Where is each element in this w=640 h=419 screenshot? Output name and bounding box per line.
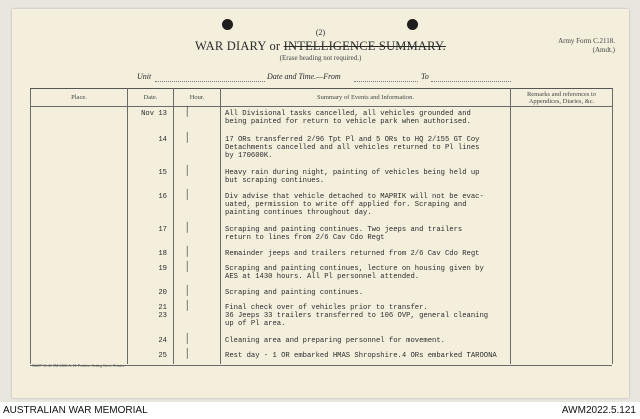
table-row	[31, 334, 613, 349]
army-form-label	[558, 37, 615, 55]
date-cell: Nov 13	[128, 107, 174, 133]
summary-cell: Cleaning area and preparing personnel for movement.	[221, 334, 511, 349]
remarks-cell	[511, 301, 613, 334]
place-cell	[31, 190, 128, 223]
place-cell	[31, 301, 128, 334]
hour-cell	[174, 223, 221, 247]
tick-mark: │	[184, 221, 191, 232]
page-number: (2)	[315, 28, 326, 37]
summary-cell: 17 ORs transferred 2/96 Tpt Pl and 5 ORs to HQ 2/155 GT Coy Detachments cancelled and all vehicles returned to Pl lines by 170600K.	[221, 133, 511, 166]
place-cell	[31, 262, 128, 286]
to-label: To	[421, 72, 429, 81]
date-cell: 16	[128, 190, 174, 223]
hour-cell	[174, 166, 221, 190]
date-cell: 25	[128, 349, 174, 364]
table-row	[31, 166, 613, 190]
table-row	[31, 247, 613, 262]
col-summary: Summary of Events and Information.	[221, 89, 511, 107]
tick-mark: │	[184, 284, 191, 295]
remarks-cell	[511, 107, 613, 133]
remarks-cell	[511, 349, 613, 364]
diary-table	[30, 88, 613, 364]
col-remarks: Remarks and references to Appendices, Diaries, &c.	[511, 89, 613, 107]
summary-cell: Rest day - 1 OR embarked HMAS Shropshire.4 ORs embarked TAROONA	[221, 349, 511, 364]
summary-cell: Scraping and painting continues.	[221, 286, 511, 301]
archive-name: AUSTRALIAN WAR MEMORIAL	[3, 405, 148, 416]
remarks-cell	[511, 247, 613, 262]
date-cell: 21 23	[128, 301, 174, 334]
army-form-number: Army Form C.2118.	[558, 37, 615, 45]
unit-label: Unit	[137, 72, 152, 81]
hour-cell	[174, 349, 221, 364]
diary-body	[31, 107, 613, 364]
table-row	[31, 107, 613, 133]
tick-mark: │	[184, 347, 191, 358]
table-row	[31, 349, 613, 364]
date-cell: 15	[128, 166, 174, 190]
hour-cell	[174, 190, 221, 223]
archive-accession: AWM2022.5.121	[561, 405, 636, 416]
tick-mark: │	[184, 260, 191, 271]
table-row	[31, 190, 613, 223]
remarks-cell	[511, 334, 613, 349]
remarks-cell	[511, 262, 613, 286]
date-cell: 19	[128, 262, 174, 286]
place-cell	[31, 223, 128, 247]
tick-mark: │	[184, 164, 191, 175]
date-cell: 20	[128, 286, 174, 301]
col-place: Place.	[31, 89, 128, 107]
remarks-cell	[511, 133, 613, 166]
table-row	[31, 223, 613, 247]
page-title	[12, 39, 629, 54]
archive-footer	[0, 402, 640, 419]
remarks-cell	[511, 190, 613, 223]
place-cell	[31, 349, 128, 364]
place-cell	[31, 166, 128, 190]
hour-cell	[174, 107, 221, 133]
hour-cell	[174, 133, 221, 166]
summary-cell: All Divisional tasks cancelled, all vehicles grounded and being painted for return to vehicle park when authorised.	[221, 107, 511, 133]
title-prefix: WAR DIARY or	[195, 39, 281, 53]
date-cell: 14	[128, 133, 174, 166]
col-hour: Hour.	[174, 89, 221, 107]
place-cell	[31, 247, 128, 262]
tick-mark: │	[184, 332, 191, 343]
summary-cell: Div advise that vehicle detached to MAPRIK will not be evac- uated, permission to write off applied for. Scraping and painting continues throughout day.	[221, 190, 511, 223]
to-line	[431, 81, 511, 82]
hour-cell	[174, 301, 221, 334]
tick-mark: │	[184, 106, 191, 116]
remarks-cell	[511, 166, 613, 190]
title-note: (Erase heading not required.)	[279, 54, 362, 62]
date-time-label: Date and Time.—From	[267, 72, 341, 81]
summary-cell: Heavy rain during night, painting of vehicles being held up but scraping continues.	[221, 166, 511, 190]
tick-mark: │	[184, 245, 191, 256]
unit-line	[155, 81, 265, 82]
summary-cell: Remainder jeeps and trailers returned from 2/6 Cav Cdo Regt	[221, 247, 511, 262]
table-row	[31, 286, 613, 301]
table-row	[31, 301, 613, 334]
summary-cell: Scraping and painting continues. Two jeeps and trailers return to lines from 2/6 Cav Cdo Regt	[221, 223, 511, 247]
table-header-row	[31, 89, 613, 107]
from-line	[354, 81, 418, 82]
remarks-cell	[511, 223, 613, 247]
hour-cell	[174, 286, 221, 301]
place-cell	[31, 107, 128, 133]
hour-cell	[174, 262, 221, 286]
summary-cell: Final check over of vehicles prior to transfer. 36 Jeeps 33 trailers transferred to 106 OVP, general cleaning up of Pl area.	[221, 301, 511, 334]
hour-cell	[174, 334, 221, 349]
place-cell	[31, 133, 128, 166]
tick-mark: │	[184, 131, 191, 142]
printer-imprint: 56237 11.41 5M 6386 A. H. Pettifer, Acting Govt. Printer.	[32, 363, 125, 368]
table-row	[31, 262, 613, 286]
army-form-amendment: (Amdt.)	[592, 46, 615, 54]
title-struck: INTELLIGENCE SUMMARY.	[283, 39, 446, 53]
diary-sheet	[12, 9, 629, 398]
remarks-cell	[511, 286, 613, 301]
table-row	[31, 133, 613, 166]
place-cell	[31, 286, 128, 301]
tick-mark: │	[184, 299, 191, 310]
date-cell: 24	[128, 334, 174, 349]
date-cell: 17	[128, 223, 174, 247]
date-cell: 18	[128, 247, 174, 262]
col-date: Date.	[128, 89, 174, 107]
place-cell	[31, 334, 128, 349]
tick-mark: │	[184, 188, 191, 199]
summary-cell: Scraping and painting continues, lecture on housing given by AES at 1430 hours. All Pl personnel attended.	[221, 262, 511, 286]
hour-cell	[174, 247, 221, 262]
